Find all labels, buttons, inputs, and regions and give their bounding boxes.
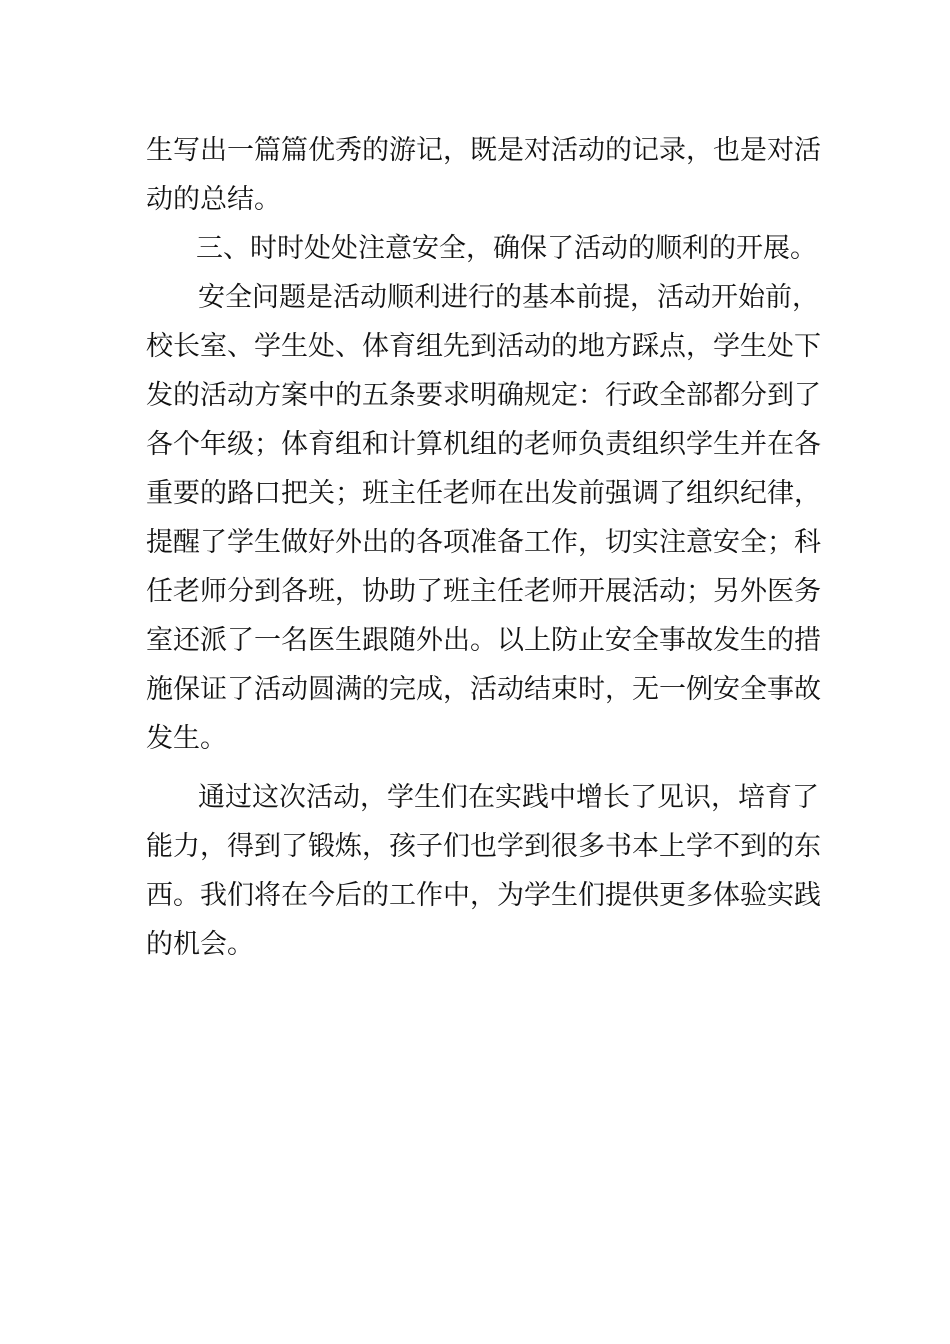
section-heading: 三、时时处处注意安全，确保了活动的顺利的开展。 [196,233,817,264]
paragraph-2-line-6: 提醒了学生做好外出的各项准备工作，切实注意安全；科 [146,527,821,558]
paragraph-3-line-2: 能力，得到了锻炼，孩子们也学到很多书本上学不到的东 [146,831,821,862]
paragraph-2-line-7: 任老师分到各班，协助了班主任老师开展活动；另外医务 [146,576,821,607]
paragraph-2-line-8: 室还派了一名医生跟随外出。以上防止安全事故发生的措 [146,625,821,656]
paragraph-2-line-5: 重要的路口把关；班主任老师在出发前强调了组织纪律， [146,478,821,509]
paragraph-2-line-2: 校长室、学生处、体育组先到活动的地方踩点，学生处下 [146,331,821,362]
paragraph-1-line-2: 动的总结。 [146,184,281,215]
paragraph-2-line-4: 各个年级；体育组和计算机组的老师负责组织学生并在各 [146,429,821,460]
paragraph-3-line-4: 的机会。 [146,929,254,960]
paragraph-3-line-3: 西。我们将在今后的工作中，为学生们提供更多体验实践 [146,880,821,911]
paragraph-3-line-1: 通过这次活动，学生们在实践中增长了见识，培育了 [198,782,819,813]
paragraph-2-line-9: 施保证了活动圆满的完成，活动结束时，无一例安全事故 [146,674,821,705]
paragraph-1-line-1: 生写出一篇篇优秀的游记，既是对活动的记录，也是对活 [146,135,821,166]
paragraph-2-line-3: 发的活动方案中的五条要求明确规定：行政全部都分到了 [146,380,821,411]
paragraph-2-line-10: 发生。 [146,723,227,754]
paragraph-2-line-1: 安全问题是活动顺利进行的基本前提，活动开始前， [198,282,819,313]
